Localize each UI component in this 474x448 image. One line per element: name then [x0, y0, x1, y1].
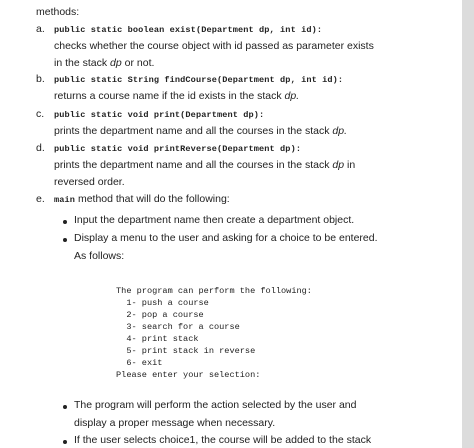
bullet-icon — [63, 405, 67, 409]
main-bullet-2: Display a menu to the user and asking for a choice to be entered. — [74, 232, 378, 244]
item-a-desc-2: in the stack dp or not. — [54, 57, 155, 69]
item-d-desc-1: prints the department name and all the courses in the stack dp in — [54, 159, 356, 171]
bullet-icon — [63, 220, 67, 224]
item-a-letter: a. — [36, 23, 45, 35]
menu-line: 4- print stack — [116, 334, 199, 344]
item-e-text: main method that will do the following: — [54, 193, 230, 205]
item-d-letter: d. — [36, 142, 45, 154]
item-c-letter: c. — [36, 108, 45, 120]
bullet-icon — [63, 440, 67, 444]
item-b-signature: public static String findCourse(Department dp, int id): — [54, 75, 344, 85]
after-bullet-1-cont: display a proper message when necessary. — [74, 417, 276, 429]
menu-line: 5- print stack in reverse — [116, 346, 256, 356]
menu-line: 3- search for a course — [116, 322, 240, 332]
item-c-desc: prints the department name and all the courses in the stack dp. — [54, 125, 348, 137]
menu-line: The program can perform the following: — [116, 286, 312, 296]
after-bullet-2: If the user selects choice1, the course will be added to the stack — [74, 434, 372, 446]
item-b-desc: returns a course name if the id exists in the stack dp. — [54, 90, 300, 102]
main-bullet-2-cont: As follows: — [74, 250, 125, 262]
item-d-signature: public static void printReverse(Department dp): — [54, 144, 302, 154]
menu-line: 1- push a course — [116, 298, 209, 308]
item-a-signature: public static boolean exist(Department dp, int id): — [54, 25, 323, 35]
bullet-icon — [63, 238, 67, 242]
item-c-signature: public static void print(Department dp): — [54, 110, 265, 120]
item-b-letter: b. — [36, 73, 45, 85]
item-a-desc-1: checks whether the course object with id passed as parameter exists — [54, 40, 374, 52]
menu-line: Please enter your selection: — [116, 370, 261, 380]
after-bullet-1: The program will perform the action selected by the user and — [74, 399, 357, 411]
menu-line: 2- pop a course — [116, 310, 204, 320]
item-d-desc-2: reversed order. — [54, 176, 125, 188]
scrollbar-gutter[interactable] — [462, 0, 474, 448]
main-bullet-1: Input the department name then create a department object. — [74, 214, 355, 226]
menu-line: 6- exit — [116, 358, 163, 368]
section-heading: methods: — [36, 6, 80, 18]
item-e-letter: e. — [36, 193, 45, 205]
